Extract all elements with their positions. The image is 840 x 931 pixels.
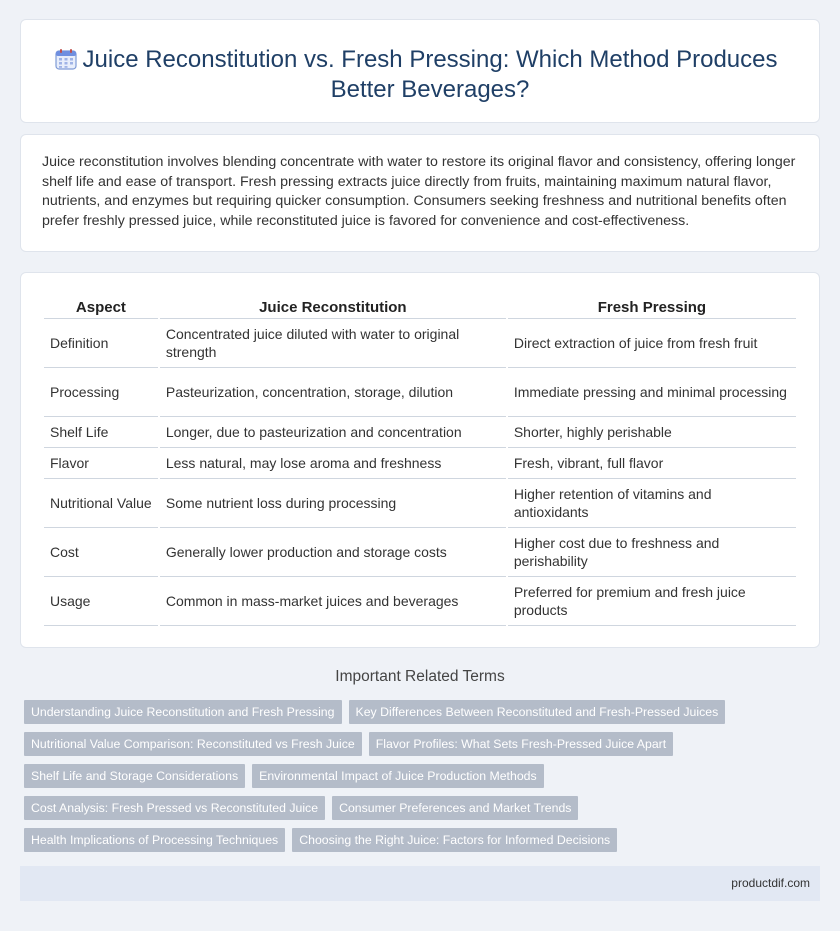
table-row [44,319,796,368]
page-title: Juice Reconstitution vs. Fresh Pressing: Which Method Produces Better Beverages? [82,46,778,103]
intro-paragraph: Juice reconstitution involves blending concentrate with water to restore its original flavor and consistency, offering longer shelf life and ease of transport. Fresh pressing extracts juice directly from fruits, maintaining maximum natural flavor, nutrients, and enzymes but requiring quicker consumption. Consumers seeking freshness and nutritional benefits often prefer freshly pressed juice, while reconstituted juice is favored for convenience and cost-effectiveness. [42,154,796,229]
related-terms-list [24,700,814,860]
related-term-tag[interactable]: Cost Analysis: Fresh Pressed vs Reconstituted Juice [24,796,325,820]
aspect-cell: Flavor [44,448,158,479]
fresh-pressing-cell: Higher cost due to freshness and perishability [508,528,796,577]
table-row [44,577,796,626]
table-row [44,528,796,577]
fresh-pressing-cell: Direct extraction of juice from fresh fruit [508,319,796,368]
column-header-reconstitution: Juice Reconstitution [160,293,506,319]
table-row [44,448,796,479]
reconstitution-cell: Pasteurization, concentration, storage, dilution [160,368,506,417]
table-header-row [44,293,796,319]
column-header-fresh-pressing: Fresh Pressing [508,293,796,319]
reconstitution-cell: Concentrated juice diluted with water to original strength [160,319,506,368]
reconstitution-cell: Common in mass-market juices and beverages [160,577,506,626]
column-header-aspect: Aspect [44,293,158,319]
comparison-card [20,272,820,648]
table-row [44,417,796,448]
intro-card [20,134,820,252]
related-term-tag[interactable]: Nutritional Value Comparison: Reconstituted vs Fresh Juice [24,732,362,756]
related-term-tag[interactable]: Key Differences Between Reconstituted and Fresh-Pressed Juices [349,700,726,724]
fresh-pressing-cell: Preferred for premium and fresh juice products [508,577,796,626]
title-card [20,19,820,123]
related-term-tag[interactable]: Choosing the Right Juice: Factors for Informed Decisions [292,828,617,852]
fresh-pressing-cell: Shorter, highly perishable [508,417,796,448]
reconstitution-cell: Generally lower production and storage costs [160,528,506,577]
related-term-tag[interactable]: Understanding Juice Reconstitution and Fresh Pressing [24,700,342,724]
related-term-tag[interactable]: Flavor Profiles: What Sets Fresh-Pressed Juice Apart [369,732,673,756]
table-row [44,479,796,528]
aspect-cell: Usage [44,577,158,626]
aspect-cell: Cost [44,528,158,577]
fresh-pressing-cell: Immediate pressing and minimal processing [508,368,796,417]
aspect-cell: Processing [44,368,158,417]
site-credit[interactable]: productdif.com [731,876,810,890]
reconstitution-cell: Some nutrient loss during processing [160,479,506,528]
fresh-pressing-cell: Fresh, vibrant, full flavor [508,448,796,479]
table-row [44,368,796,417]
related-term-tag[interactable]: Consumer Preferences and Market Trends [332,796,578,820]
related-term-tag[interactable]: Environmental Impact of Juice Production Methods [252,764,544,788]
related-terms-heading: Important Related Terms [335,668,505,685]
aspect-cell: Nutritional Value [44,479,158,528]
reconstitution-cell: Longer, due to pasteurization and concentration [160,417,506,448]
footer-bar [20,866,820,901]
comparison-table [42,293,798,626]
reconstitution-cell: Less natural, may lose aroma and freshness [160,448,506,479]
aspect-cell: Shelf Life [44,417,158,448]
aspect-cell: Definition [44,319,158,368]
related-term-tag[interactable]: Health Implications of Processing Techniques [24,828,285,852]
related-term-tag[interactable]: Shelf Life and Storage Considerations [24,764,245,788]
fresh-pressing-cell: Higher retention of vitamins and antioxidants [508,479,796,528]
